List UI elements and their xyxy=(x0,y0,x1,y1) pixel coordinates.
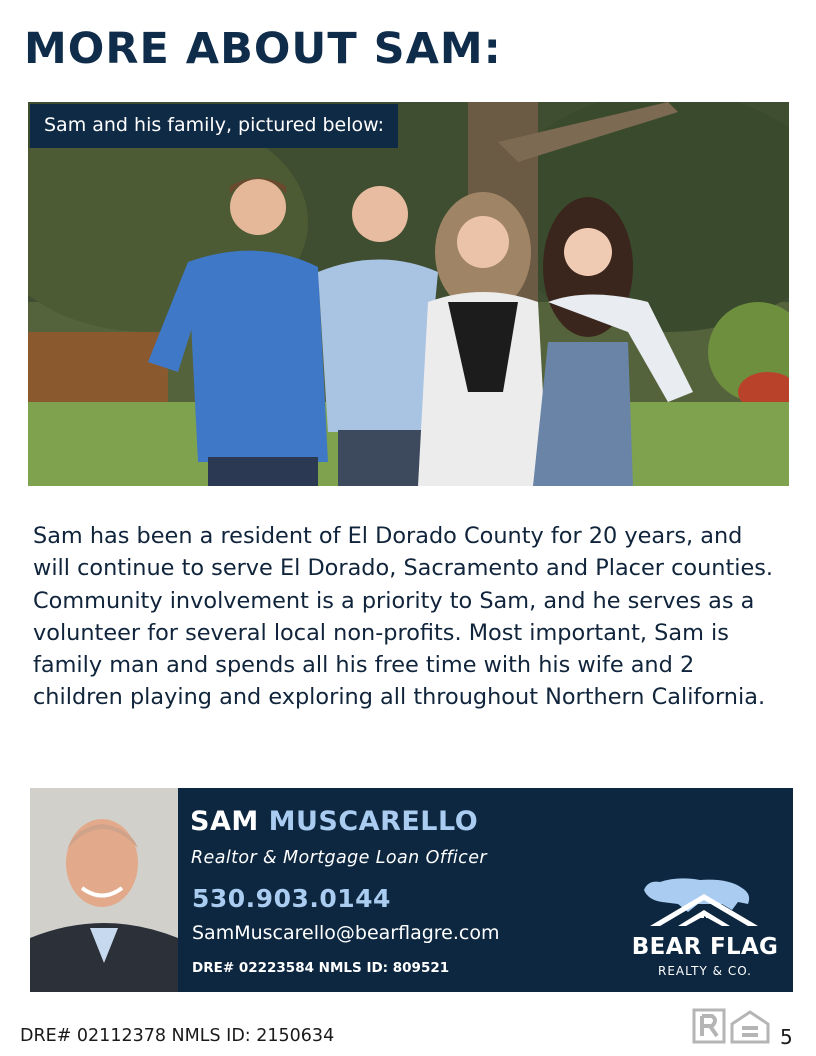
agent-first-name: SAM xyxy=(190,806,259,837)
bio-paragraph: Sam has been a resident of El Dorado County for 20 years, and will continue to serve El Dorado, Sacramento and Placer counties. Community involvement is a priority to Sam, and he serves as a volunteer for several local non-profits. Most important, Sam is family man and spends all his free time with his wife and 2 children playing and exploring all throughout Northern California. xyxy=(33,523,774,711)
family-photo-illustration xyxy=(28,102,789,486)
brand-name: BEAR FLAG xyxy=(631,934,779,960)
family-photo xyxy=(28,102,789,486)
agent-last-name: MUSCARELLO xyxy=(268,806,479,837)
page-number: 5 xyxy=(780,1025,793,1049)
bear-flag-logo xyxy=(630,876,780,986)
equal-housing-opportunity-icon xyxy=(732,1012,768,1042)
agent-headshot xyxy=(30,788,178,992)
bear-house-icon xyxy=(638,876,772,932)
agent-name xyxy=(190,806,478,837)
agent-contact-card xyxy=(30,788,793,992)
footer-license: DRE# 02112378 NMLS ID: 2150634 xyxy=(20,1026,335,1046)
realtor-logo-icon xyxy=(694,1010,724,1042)
agent-phone[interactable]: 530.903.0144 xyxy=(192,884,391,913)
compliance-logos xyxy=(692,1006,772,1050)
page-title: MORE ABOUT SAM: xyxy=(24,24,502,74)
brand-subtitle: REALTY & CO. xyxy=(658,964,752,978)
agent-email[interactable]: SamMuscarello@bearflagre.com xyxy=(192,922,500,944)
agent-license: DRE# 02223584 NMLS ID: 809521 xyxy=(192,960,450,976)
agent-role: Realtor & Mortgage Loan Officer xyxy=(191,848,487,868)
photo-caption: Sam and his family, pictured below: xyxy=(30,104,398,148)
